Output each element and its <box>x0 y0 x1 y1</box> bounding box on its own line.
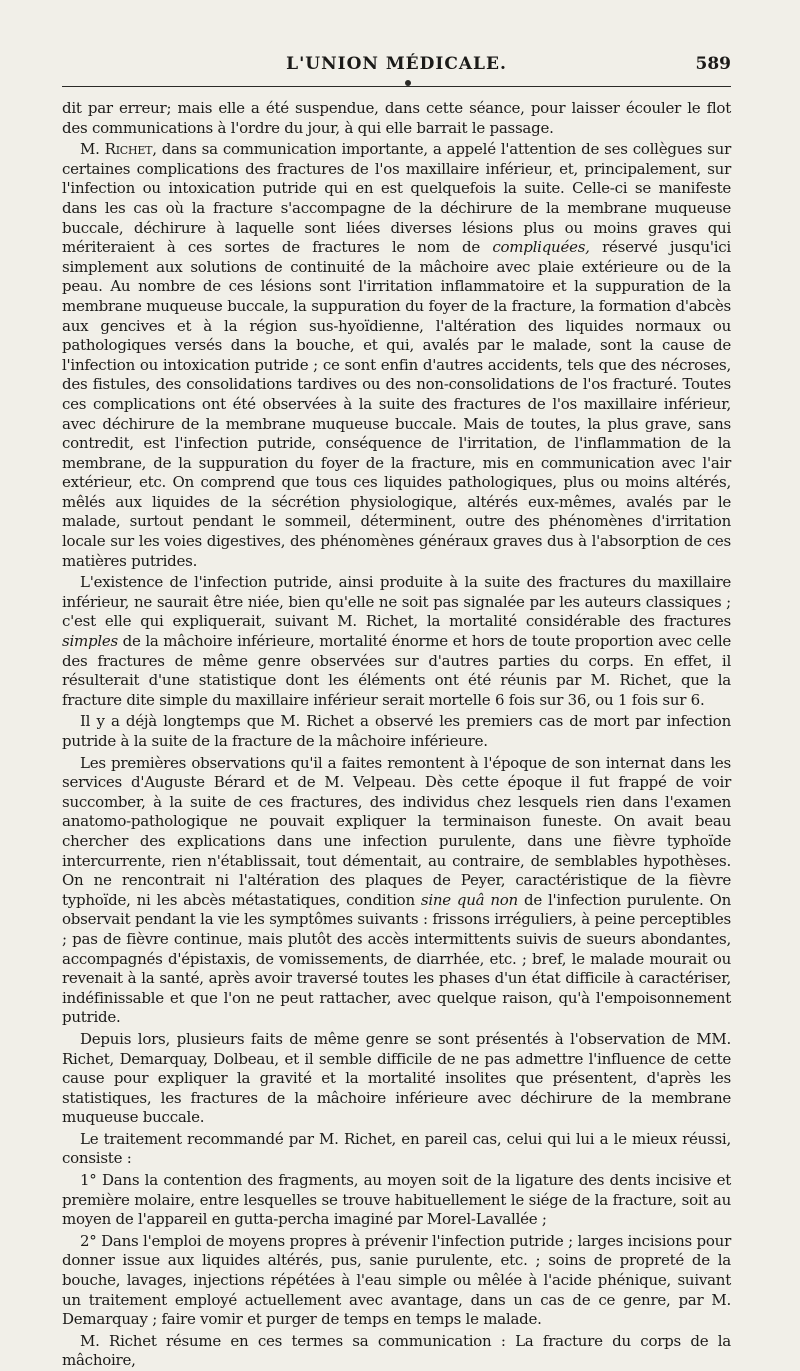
page-header <box>62 0 731 87</box>
text-run: Les premières observations qu'il a faites remontent à l'époque de son internat dans les services d'Auguste Bérard et de M. Velpeau. Dès cette époque il fut frappé de voir succomber, à la suite de ces fractures, des individus chez lesquels rien dans l'examen anatomo-pathologique ne pouvait expliquer la terminaison funeste. On avait beau chercher des explications dans une infection purulente, dans une fièvre typhoïde intercurrente, rien n'établissait, tout démentait, au contraire, de semblables hypothèses. On ne rencontrait ni l'altération des plaques de Peyer, caractéristique de la fièvre typhoïde, ni les abcès métastatiques, condition <box>62 753 731 909</box>
paragraph <box>62 1332 731 1371</box>
paragraph <box>62 573 731 710</box>
paragraph <box>62 1130 731 1169</box>
paragraph <box>62 712 731 751</box>
text-run: Il y a déjà longtemps que M. Richet a observé les premiers cas de mort par infection putride à la suite de la fracture de la mâchoire inférieure. <box>62 712 731 750</box>
text-run: L'existence de l'infection putride, ainsi produite à la suite des fractures du maxillaire inférieur, ne saurait être niée, bien qu'elle ne soit pas signalée par les auteurs classiques ; c'est elle qui expliquerait, suivant M. Richet, la mortalité considérable des fractures <box>62 573 731 631</box>
text-run: M. <box>80 140 105 159</box>
running-title: L'UNION MÉDICALE. <box>286 54 507 74</box>
text-run: de la mâchoire inférieure, mortalité énorme et hors de toute proportion avec celle des fractures de même genre observées sur d'autres parties du corps. En effet, il résulterait d'une statistique dont les éléments ont été réunis par M. Richet, que la fracture dite simple du maxillaire inférieur serait mortelle 6 fois sur 36, ou 1 fois sur 6. <box>62 632 731 709</box>
text-run: réservé jusqu'ici simplement aux solutions de continuité de la mâchoire avec plaie extérieure ou de la peau. Au nombre de ces lésions sont l'irritation inflammatoire et la suppuration de la membrane muqueuse buccale, la suppuration du foyer de la fracture, la formation d'abcès aux gencives et à la région sus-hyoïdienne, l'altération des liquides normaux ou pathologiques versés dans la bouche, et qui, avalés par le malade, sont la cause de l'infection ou intoxication putride ; ce sont enfin d'autres accidents, tels que des nécroses, des fistules, des consolidations tardives ou des non-consolidations de l'os fracturé. Toutes ces complications ont été observées à la suite des fractures de l'os maxillaire inférieur, avec déchirure de la membrane muqueuse buccale. Mais de toutes, la plus grave, sans contredit, est l'infection putride, conséquence de l'irritation, de l'inflammation de la membrane, de la suppuration du foyer de la fracture, mis en communication avec l'air extérieur, etc. On comprend que tous ces liquides pathologiques, plus ou moins altérés, mêlés aux liquides de la sécrétion physiologique, altérés eux-mêmes, avalés par le malade, surtout pendant le sommeil, déterminent, outre des phénomènes d'irritation locale sur les voies digestives, des phénomènes généraux graves dus à l'absorption de ces matières putrides. <box>62 238 731 570</box>
paragraph <box>62 754 731 1028</box>
paragraph <box>62 1030 731 1128</box>
text-run: de l'infection purulente. On observait pendant la vie les symptômes suivants : frissons irréguliers, à peine perceptibles ; pas de fièvre continue, mais plutôt des accès intermittents suivis de sueurs abondantes, accompagnés d'épistaxis, de vomissements, de diarrhée, etc. ; bref, le malade mourait ou revenait à la santé, après avoir traversé toutes les phases d'un état difficile à caractériser, indéfinissable et que l'on ne peut rattacher, avec quelque raison, qu'à l'empoisonnement putride. <box>62 890 731 1027</box>
italic-text: compliquées, <box>492 238 590 257</box>
small-caps-name: Richet <box>104 140 153 159</box>
header-ornament <box>405 80 411 86</box>
text-run: dit par erreur; mais elle a été suspendue, dans cette séance, pour laisser écouler le flot des communications à l'ordre du jour, à qui elle barrait le passage. <box>62 99 731 137</box>
text-run: M. Richet résume en ces termes sa communication : La fracture du corps de la mâchoire, <box>62 1331 731 1370</box>
paragraph <box>62 99 731 138</box>
text-run: 2° Dans l'emploi de moyens propres à prévenir l'infection putride ; larges incisions pour donner issue aux liquides altérés, pus, sanie purulente, etc. ; soins de propreté de la bouche, lavages, injections répétées à l'eau simple ou mêlée à l'acide phénique, suivant un traitement employé actuellement avec avantage, dans un cas de ce genre, par M. Demarquay ; faire vomir et purger de temps en temps le malade. <box>62 1231 731 1329</box>
text-run: 1° Dans la contention des fragments, au moyen soit de la ligature des dents incisive et première molaire, entre lesquelles se trouve habituellement le siége de la fracture, soit au moyen de l'appareil en gutta-percha imaginé par Morel-Lavallée ; <box>62 1171 731 1229</box>
page-number: 589 <box>695 54 731 74</box>
paragraph <box>62 1232 731 1330</box>
italic-text: simples <box>62 632 118 651</box>
text-run: Le traitement recommandé par M. Richet, en pareil cas, celui qui lui a le mieux réussi, consiste : <box>62 1129 731 1168</box>
body-text <box>62 99 731 1371</box>
text-run: Depuis lors, plusieurs faits de même genre se sont présentés à l'observation de MM. Richet, Demarquay, Dolbeau, et il semble difficile de ne pas admettre l'influence de cette cause pour expliquer la gravité et la mortalité insolites que présentent, d'après les statistiques, les fractures de la mâchoire inférieure avec déchirure de la membrane muqueuse buccale. <box>62 1029 731 1127</box>
paragraph <box>62 1171 731 1230</box>
italic-text: sine quâ non <box>420 890 518 909</box>
paragraph <box>62 140 731 571</box>
text-run: , dans sa communication importante, a appelé l'attention de ses collègues sur certaines complications des fractures de l'os maxillaire inférieur, et, principalement, sur l'infection ou intoxication putride qui en est quelquefois la suite. Celle-ci se manifeste dans les cas où la fracture s'accompagne de la déchirure de la membrane muqueuse buccale, déchirure à laquelle sont liées diverses lésions plus ou moins graves qui mériteraient à ces sortes de fractures le nom de <box>62 140 731 257</box>
